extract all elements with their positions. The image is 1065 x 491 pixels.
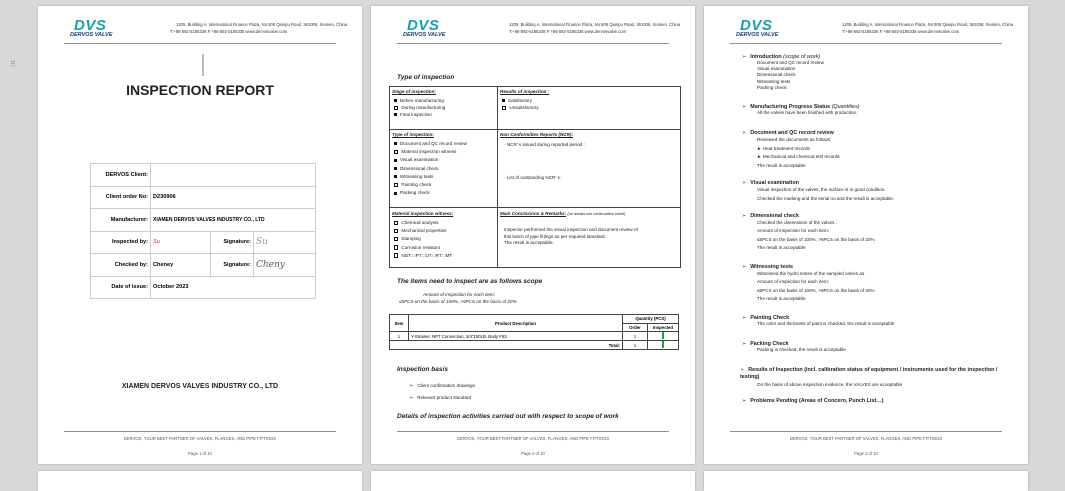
toi-item: Document and QC record review <box>394 140 467 148</box>
section-packing-check: ➢ Packing Check Packing is checked, the result is acceptable <box>742 341 846 352</box>
result-item: Unsatisfactory <box>502 104 539 111</box>
page-header <box>399 17 681 41</box>
footer-rule <box>397 431 669 432</box>
section-type-heading: Type of inspection <box>397 74 455 81</box>
section-document-review: ➢ Document and QC record review Reviewed the documents as follows: ► Heat treatment records ► Mechanical and chemical test records The result is acceptable <box>742 130 840 168</box>
stage-item: During manufacturing <box>394 104 445 111</box>
page-number: Page 1 of 10 <box>188 451 212 456</box>
toi-item: Material inspection witness <box>394 148 467 156</box>
company-logo: DVS DERVOS VALVE <box>403 17 446 38</box>
signature-checker: Cheny <box>254 254 316 277</box>
report-info-table <box>90 163 316 299</box>
inspected-mark <box>662 332 664 339</box>
table-total-row: Total: 1 <box>390 341 679 350</box>
miw-item: NDT: □PT □UT □RT □MT <box>394 252 452 260</box>
company-address: 1205, Building A, International Finance Plaza, No.506 Qianpu Road, 361008, Xiamen, China T:+86-592-5185336 F:+86-592-5185335 www.dervosvalve.com <box>509 22 681 34</box>
footer-rule <box>64 431 336 432</box>
stage-item: Before manufacturing <box>394 97 445 104</box>
info-row-checked: Checked by: Cheney Signature: Cheny <box>91 254 316 277</box>
section-problems-pending: ➢ Problems Pending (Areas of Concern, Punch List…) <box>742 398 884 404</box>
signature-inspector: Su <box>254 231 316 254</box>
toi-item: Visual examination <box>394 156 467 164</box>
stage-item: Final inspection <box>394 111 445 118</box>
info-row-date: Date of issue: October 2023 <box>91 276 316 299</box>
page-3 <box>704 6 1028 464</box>
toi-item: Dimensional check <box>394 165 467 173</box>
page-6-preview <box>704 471 1028 491</box>
info-row-manufacturer: Manufacturer: XIAMEN DERVOS VALVES INDUSTRY CO., LTD <box>91 209 316 232</box>
toi-item: Witnessing tests <box>394 173 467 181</box>
page-2 <box>371 6 695 464</box>
ncr-outstanding: · List of outstanding NCR’ s : <box>504 175 563 180</box>
move-handle-icon[interactable]: ⠿ <box>10 60 16 69</box>
toi-item: Painting check <box>394 181 467 189</box>
footer-rule <box>730 431 1002 432</box>
miw-item: Corrosion resistant <box>394 244 452 252</box>
miw-item: Chemical analysis <box>394 219 452 227</box>
section-witnessing-tests: ➢ Witnessing tests Witnessed the hydro testes of the sampled valves as Amount of inspection for each item: ≤5PCS on the basis of 100%, >5PCS on the basis of 20% The result is acceptable <box>742 264 875 302</box>
header-rule <box>397 43 669 44</box>
section-results: ➢ Results of Inspection (incl. calibration status of equipment / instruments used for the inspection / testing) On the basis of above inspection evidence, the VALVES are acceptable <box>740 367 998 387</box>
page-1 <box>10 6 362 464</box>
basis-heading: Inspection basis <box>397 366 448 373</box>
company-address: 1205, Building A, International Finance Plaza, No.506 Qianpu Road, 361008, Xiamen, China T:+86-592-5185336 F:+86-592-5185335 www.dervosvalve.com <box>842 22 1014 34</box>
table-row: 1 Y-Strainer, NPT Connection, 3/4"150LB, Body F53 1 <box>390 332 679 341</box>
header-rule <box>64 43 336 44</box>
inspection-type-table: Stage of inspection: Before manufacturing During manufacturing Final inspection Results of inspection : Satisfactory Unsatisfactory Type of inspection: Document and QC record review Material inspection witness Visual examination Dimensional check Witnessing tests Painting check Packing check Non Conformities Reports (NCR): · NCR’ s issued during reported period : · List of outstanding NCR’ s : Material inspection witness: Chemical analysis Mechanical properties Stamping Corrosion resistant NDT: □PT □UT □RT □MT Main Conclusions & Remarks: (for details see continuation sheet) Inspector performed the visual inspection and document review of this batch of pipe fittings as per required standard. The result is acceptable. <box>389 86 681 268</box>
miw-item: Mechanical properties <box>394 227 452 235</box>
miw-item: Stamping <box>394 235 452 243</box>
basis-list <box>409 380 475 404</box>
ncr-issued: · NCR’ s issued during reported period : <box>504 142 585 147</box>
company-address: 1205, Building A, International Finance Plaza, No.506 Qianpu Road, 361008, Xiamen, China T:+86-592-5185336 F:+86-592-5185335 www.dervosvalve.com <box>170 22 348 34</box>
section-dimensional-check: ➢ Dimensional check Checked the dimensions of the valves . Amount of inspection for each item: ≤5PCS on the basis of 100%, >5PCS on the basis of 20% The result is acceptable <box>742 213 875 251</box>
title-bar-marker <box>202 54 204 76</box>
section-visual-examination: ➢ Visual examination Visual inspection of the valves, the surface is in good condition. Checked the marking and the serial no and the result is acceptable. <box>742 180 895 201</box>
company-name: XIAMEN DERVOS VALVES INDUSTRY CO., LTD <box>121 383 279 390</box>
page-header <box>732 17 1014 41</box>
company-logo: DVS DERVOS VALVE <box>70 17 113 38</box>
info-row-order: Client order No: D230906 <box>91 186 316 209</box>
page-number: Page 3 of 10 <box>854 451 878 456</box>
page-4-preview <box>38 471 362 491</box>
footer-slogan: DERVOS, YOUR BEST PARTNER OF VALVES, FLANGES, AND PIPE FITTINGS <box>456 436 610 441</box>
items-heading: The items need to inspect are as follows scope <box>397 278 543 285</box>
page-number: Page 2 of 10 <box>521 451 545 456</box>
footer-slogan: DERVOS, YOUR BEST PARTNER OF VALVES, FLANGES, AND PIPE FITTINGS <box>789 436 943 441</box>
header-rule <box>730 43 1002 44</box>
list-item: ➢ Relevant product standard <box>409 395 472 401</box>
items-amount: Amount of inspection for each item: ≤5PCS on the basis of 100%, >5PCS on the basis of 20% <box>399 292 517 304</box>
footer-slogan: DERVOS, YOUR BEST PARTNER OF VALVES, FLANGES, AND PIPE FITTINGS <box>123 436 277 441</box>
items-table: Item Product Description Quantity (PCS) Order Inspected 1 Y-Strainer, NPT Connection, 3/4"150LB, Body F53 1 Total: 1 <box>389 314 679 350</box>
inspected-mark <box>662 341 664 348</box>
page-5-preview <box>371 471 695 491</box>
company-logo: DVS DERVOS VALVE <box>736 17 779 38</box>
conclusion-text: Inspector performed the visual inspection and document review of this batch of pipe fittings as per required standard. The result is acceptable. <box>504 227 638 246</box>
details-heading: Details of inspection activities carried out with respect to scope of work <box>397 413 619 420</box>
result-item: Satisfactory <box>502 97 539 104</box>
section-list <box>742 54 1004 404</box>
toi-item: Packing check <box>394 189 467 197</box>
info-row-inspected: Inspected by: Su Signature: Su <box>91 231 316 254</box>
section-introduction: ➢ Introduction (scope of work) Document and QC record review Visual examination Dimensional check Witnessing tests Packing check <box>742 54 824 90</box>
report-title: INSPECTION REPORT <box>126 82 274 98</box>
section-progress: ➢ Manufacturing Progress Status (Quantities) All the valves have been finished with production. <box>742 104 860 115</box>
info-row-client: DERVOS Client: <box>91 164 316 187</box>
list-item: ➢ Client confirmation drawings <box>409 383 475 389</box>
section-painting-check: ➢ Painting Check The color and thickness of paint is checked, the result is acceptable <box>742 315 895 326</box>
page-header <box>66 17 348 41</box>
